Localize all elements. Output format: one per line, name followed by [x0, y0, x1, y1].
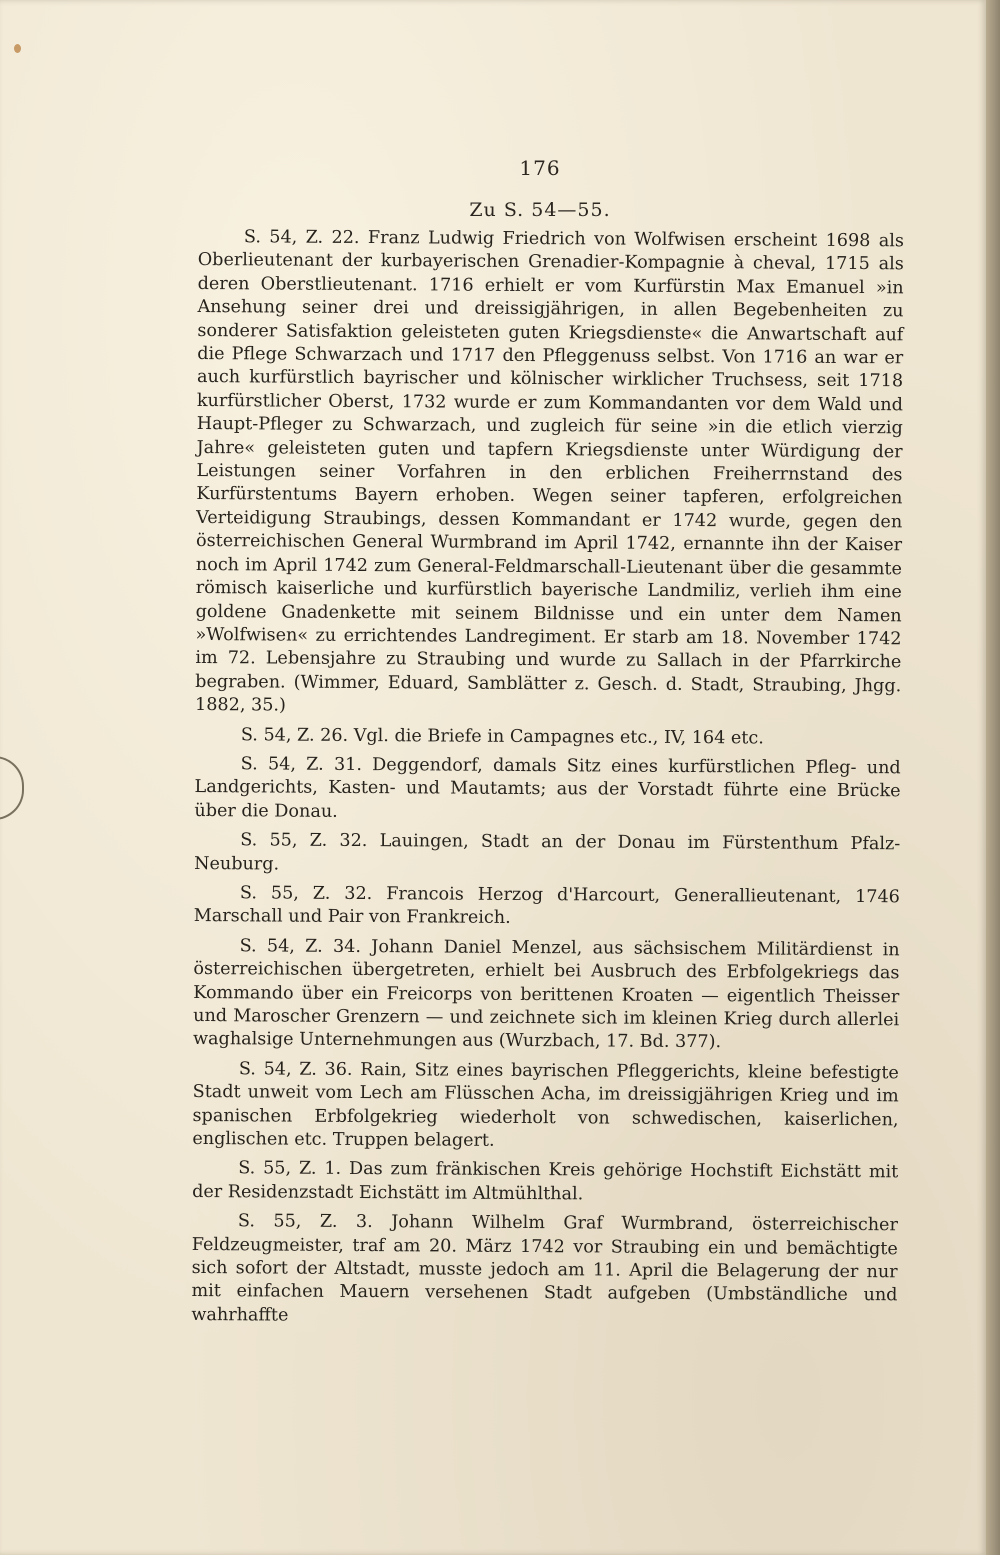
section-title: Zu S. 54—55. [469, 199, 611, 221]
annotation-body [191, 226, 904, 1338]
scan-edge [986, 0, 1000, 1555]
note-entry: S. 55, Z. 32. Francois Herzog d'Harcourt, Generallieutenant, 1746 Marschall und Pair von Frankreich. [193, 883, 900, 929]
note-entry: S. 54, Z. 36. Rain, Sitz eines bayrischen Pfleggerichts, kleine befestigte Stadt unweit vom Lech am Flüsschen Acha, im dreissigjährigen Krieg und im spanischen Erbfolgekrieg wiederholt von schwedischen, kaiserlichen, englischen etc. Truppen belagert. [192, 1059, 899, 1151]
note-entry: S. 54, Z. 22. Franz Ludwig Friedrich von Wolfwisen erscheint 1698 als Oberlieutenant der kurbayerischen Grenadier-Kompagnie à cheval, 1715 als deren Oberstlieutenant. 1716 erhielt er vom Kurfürstin Max Emanuel »in Ansehung seiner drei und dreissigjährigen, in allen Begebenheiten zu sonderer Satisfaktion geleisteten guten Kriegsdienste« die Anwartschaft auf die Pflege Schwarzach und 1717 den Pfleggenuss selbst. Von 1716 an war er auch kurfürstlich bayrischer und kölnischer wirklicher Truchsess, seit 1718 kurfürstlicher Oberst, 1732 wurde er zum Kommandanten vor dem Wald und Haupt-Pfleger zu Schwarzach, und zugleich für seine »in die etlich vierzig Jahre« geleisteten guten und tapfern Kriegsdienste unter Würdigung der Leistungen seiner Vorfahren in den erblichen Freiherrnstand des Kurfürstentums Bayern erhoben. Wegen seiner tapferen, erfolgreichen Verteidigung Straubings, dessen Kommandant er 1742 wurde, gegen den österreichischen General Wurmbrand im April 1742, ernannte ihn der Kaiser noch im April 1742 zum General-Feldmarschall-Lieutenant über die gesammte römisch kaiserliche und kurfürstlich bayerische Landmiliz, verlieh ihm eine goldene Gnadenkette mit seinem Bildnisse und ein unter dem Namen »Wolfwisen« zu errichtendes Landregiment. Er starb am 18. November 1742 im 72. Lebensjahre zu Straubing und wurde zu Sallach in der Pfarrkirche begraben. (Wimmer, Eduard, Samblätter z. Gesch. d. Stadt, Straubing, Jhgg. 1882, 35.) [195, 227, 904, 716]
note-entry: S. 54, Z. 31. Deggendorf, damals Sitz eines kurfürstlichen Pfleg- und Landgerichts, Kasten- und Mautamts; aus der Vorstadt führte eine Brücke über die Donau. [194, 754, 901, 822]
note-entry: S. 54, Z. 34. Johann Daniel Menzel, aus sächsischem Militärdienst in österreichischen übergetreten, erhielt bei Ausbruch des Erbfolgekriegs das Kommando über ein Freicorps von berittenen Kroaten — eigentlich Theisser und Maroscher Grenzern — und zeichnete sich im kleinen Krieg durch allerlei waghalsige Unternehmungen aus (Wurzbach, 17. Bd. 377). [192, 936, 900, 1053]
note-entry: S. 54, Z. 26. Vgl. die Briefe in Campagnes etc., IV, 164 etc. [240, 724, 764, 748]
note-entry: S. 55, Z. 3. Johann Wilhelm Graf Wurmbrand, österreichischer Feldzeugmeister, traf am 20. März 1742 vor Straubing ein und bemächtigte sich sofort der Altstadt, musste jedoch am 11. April die Belagerung der nur mit einfachen Mauern versehenen Stadt aufgeben (Umbständliche und wahrhaffte [191, 1211, 898, 1326]
note-entry: S. 55, Z. 32. Lauingen, Stadt an der Donau im Fürstenthum Pfalz-Neuburg. [194, 830, 901, 875]
paper-stain [14, 44, 21, 53]
page-number: 176 [519, 156, 561, 180]
note-entry: S. 55, Z. 1. Das zum fränkischen Kreis gehörige Hochstift Eichstätt mit der Residenzstadt Eichstätt im Altmühlthal. [192, 1158, 899, 1205]
margin-bracket-mark [0, 756, 24, 820]
